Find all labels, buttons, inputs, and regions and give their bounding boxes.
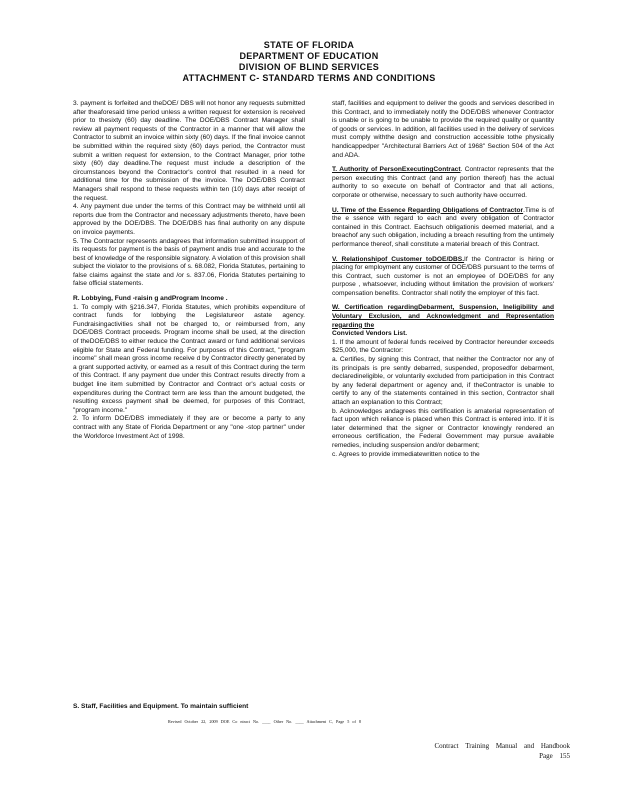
section-w-item-a: a. Certifies, by signing this Contract, that neither the Contractor nor any of its principals is pre sently debarred, suspended, proposedfor debarment, declaredineligible, or voluntarily excluded from participation in this Contract by any federal department or agency and, if theContractor is unable to certify to any of the statements contained in this section, Contractor shall attach an explanation to this Contract; <box>332 356 554 406</box>
section-r-item-1: 1. To comply with §216.347, Florida Statutes, which prohibits expenditure of contract funds for lobbying the Legislatureor astate agency. Fundraisingactivities shall not be charged to, or reimbursed from, any DOE/DBS Contract proceeds. Program income shall be used, at the direction of theDOE/DBS to either reduce the Contract award or fund additional services eligible for State and Federal funding. For purposes of this Contract, "program income" shall mean gross income receive d by Contractor directly generated by a grant supported activity, or earned as a result of this Contract during the term of this Contract. If any payment due under this Contract results directly from a budget line item submitted by Contractor and Contract or's actual costs or expenditures during the Contract term are less than the amount budgeted, the resulting excess payment shall be deemed, for purposes of this Contract, "program income." <box>73 303 305 414</box>
section-s-text: S. Staff, Facilities and Equipment. To maintain sufficient <box>73 703 249 710</box>
header-state: STATE OF FLORIDA <box>263 40 355 50</box>
section-w-title: W. Certification regardingDebarment, Suspension, Ineligibility and Voluntary Exclusion, and Acknowledgment and Representation regarding the <box>332 304 554 329</box>
revision-footer: Revised October 22, 2009 DOE Co ntract No. ____ Other No. ____ Attachment C, Page 5 of 8 <box>168 719 361 724</box>
document-header <box>0 40 618 84</box>
section-w-item-b: b. Acknowledges andagrees this certification is amaterial representation of fact upon which reliance is placed when this Contract is entered into. If it is later determined that the signer or Contractor knowingly rendered an erroneous certification, the Federal Government may pursue available remedies, including suspension and/or debarment; <box>332 407 554 449</box>
header-department: DEPARTMENT OF EDUCATION <box>239 51 379 61</box>
section-t-title: T. Authority of PersonExecutingContract <box>332 166 461 174</box>
section-r-item-2: 2. To inform DOE/DBS immediately if they are or become a party to any contract with any State of Florida Department or any "one -stop partner" under the Workforce Investment Act of 1998. <box>73 415 305 440</box>
section-v-title: V. Relationshipof Customer toDOE/DBS. <box>332 255 465 263</box>
page-number: Page 155 <box>539 752 570 760</box>
section-u-title: U. Time of the Essence Regarding Obligations of Contractor <box>332 206 524 214</box>
left-column <box>73 100 305 441</box>
section-u-body: .Time is of the e ssence with regard to each and every obligation of Contractor contained in this Contract. Eachsuch obligationis deemed material, and a breachof any such obligation, including a breach resulting from the untimely performance thereof, shall constitute a material breach of this Contract. <box>332 206 554 248</box>
section-u <box>332 207 554 250</box>
paragraph-3: 3. payment is forfeited and theDOE/ DBS will not honor any requests submitted after theaforesaid time period unless a written request for extension is received prior to thesixty (60) day deadline. The DOE/DBS Contract Manager shall review all payment requests of the Contractor in a manner that will allow the Contractor to submit an invoice within sixty (60) days. If the final invoice cannot be submitted within the required sixty (60) days period, the Contractor must submit a written request for extension, to the Contract Manager, prior tothe sixty (60) day deadline.The request must include a description of the circumstances beyond the Contractor's control that resulted in a need for additional time for the submission of the invoice. The DOE/DBS Contract Managers shall respond to these requests within ten (10) days after receipt of the request. <box>73 100 305 202</box>
section-v <box>332 256 554 299</box>
section-t <box>332 166 554 200</box>
section-s-line <box>73 703 313 712</box>
section-t-body: . Contractor represents that the person executing this Contract (and any portion thereof) has the actual authority to so execute on behalf of Contractor and that all actions, corporate or otherwise, necessary to such authority have occurred. <box>332 166 554 199</box>
section-s-continued: staff, facilities and equipment to deliver the goods and services described in this Contract, and to immediately notify the DOE/DBS whenever Contractor is unable or is going to be unable to provide the required quality or quantity of goods or services. In addition, all facilities used in the delivery of services must comply withthe design and construction accessible tothe physically handicappedper "Architectural Barriers Act of 1968" Section 504 of the Act and ADA. <box>332 100 554 159</box>
section-w-title-2: Convicted Vendors List. <box>332 330 408 338</box>
section-w-item-c: c. Agrees to provide immediatewritten notice to the <box>332 450 480 458</box>
section-v-body: If the Contractor is hiring or placing for employment any customer of DOE/DBS pursuant to the terms of this Contract, such customer is not an employee of DOE/DBS for any purpose , whatsoever, including without limitation the provision of workers' compensation benefits. Contractor shall notify the employer of this fact. <box>332 255 554 297</box>
paragraph-5: 5. The Contractor represents andagrees that information submitted insupport of its requests for payment is the basis of payment andis true and accurate to the best of knowledge of the responsible signatory. A violation of this provision shall subject the violator to the provisions of s. 68.082, Florida Statutes, pertaining to false claims against the state and /or s. 837.06, Florida Statutes pertaining to false official statements. <box>73 237 305 288</box>
paragraph-4: 4. Any payment due under the terms of this Contract may be withheld until all reports due from the Contractor and necessary adjustments thereto, have been approved by the DOE/DBS. The DOE/DBS has final authority on any dispute on invoice payments. <box>73 203 305 236</box>
manual-title: Contract Training Manual and Handbook <box>434 742 570 750</box>
header-attachment: ATTACHMENT C- STANDARD TERMS AND CONDITIONS <box>182 73 436 83</box>
section-w-item-1: 1. If the amount of federal funds received by Contractor hereunder exceeds $25,000, the Contractor: <box>332 338 554 355</box>
section-w <box>332 304 554 338</box>
section-r-title: R. Lobbying, Fund -raisin g andProgram Income . <box>73 295 228 303</box>
manual-footer <box>435 741 571 761</box>
header-division: DIVISION OF BLIND SERVICES <box>238 62 380 72</box>
right-column <box>332 100 554 459</box>
